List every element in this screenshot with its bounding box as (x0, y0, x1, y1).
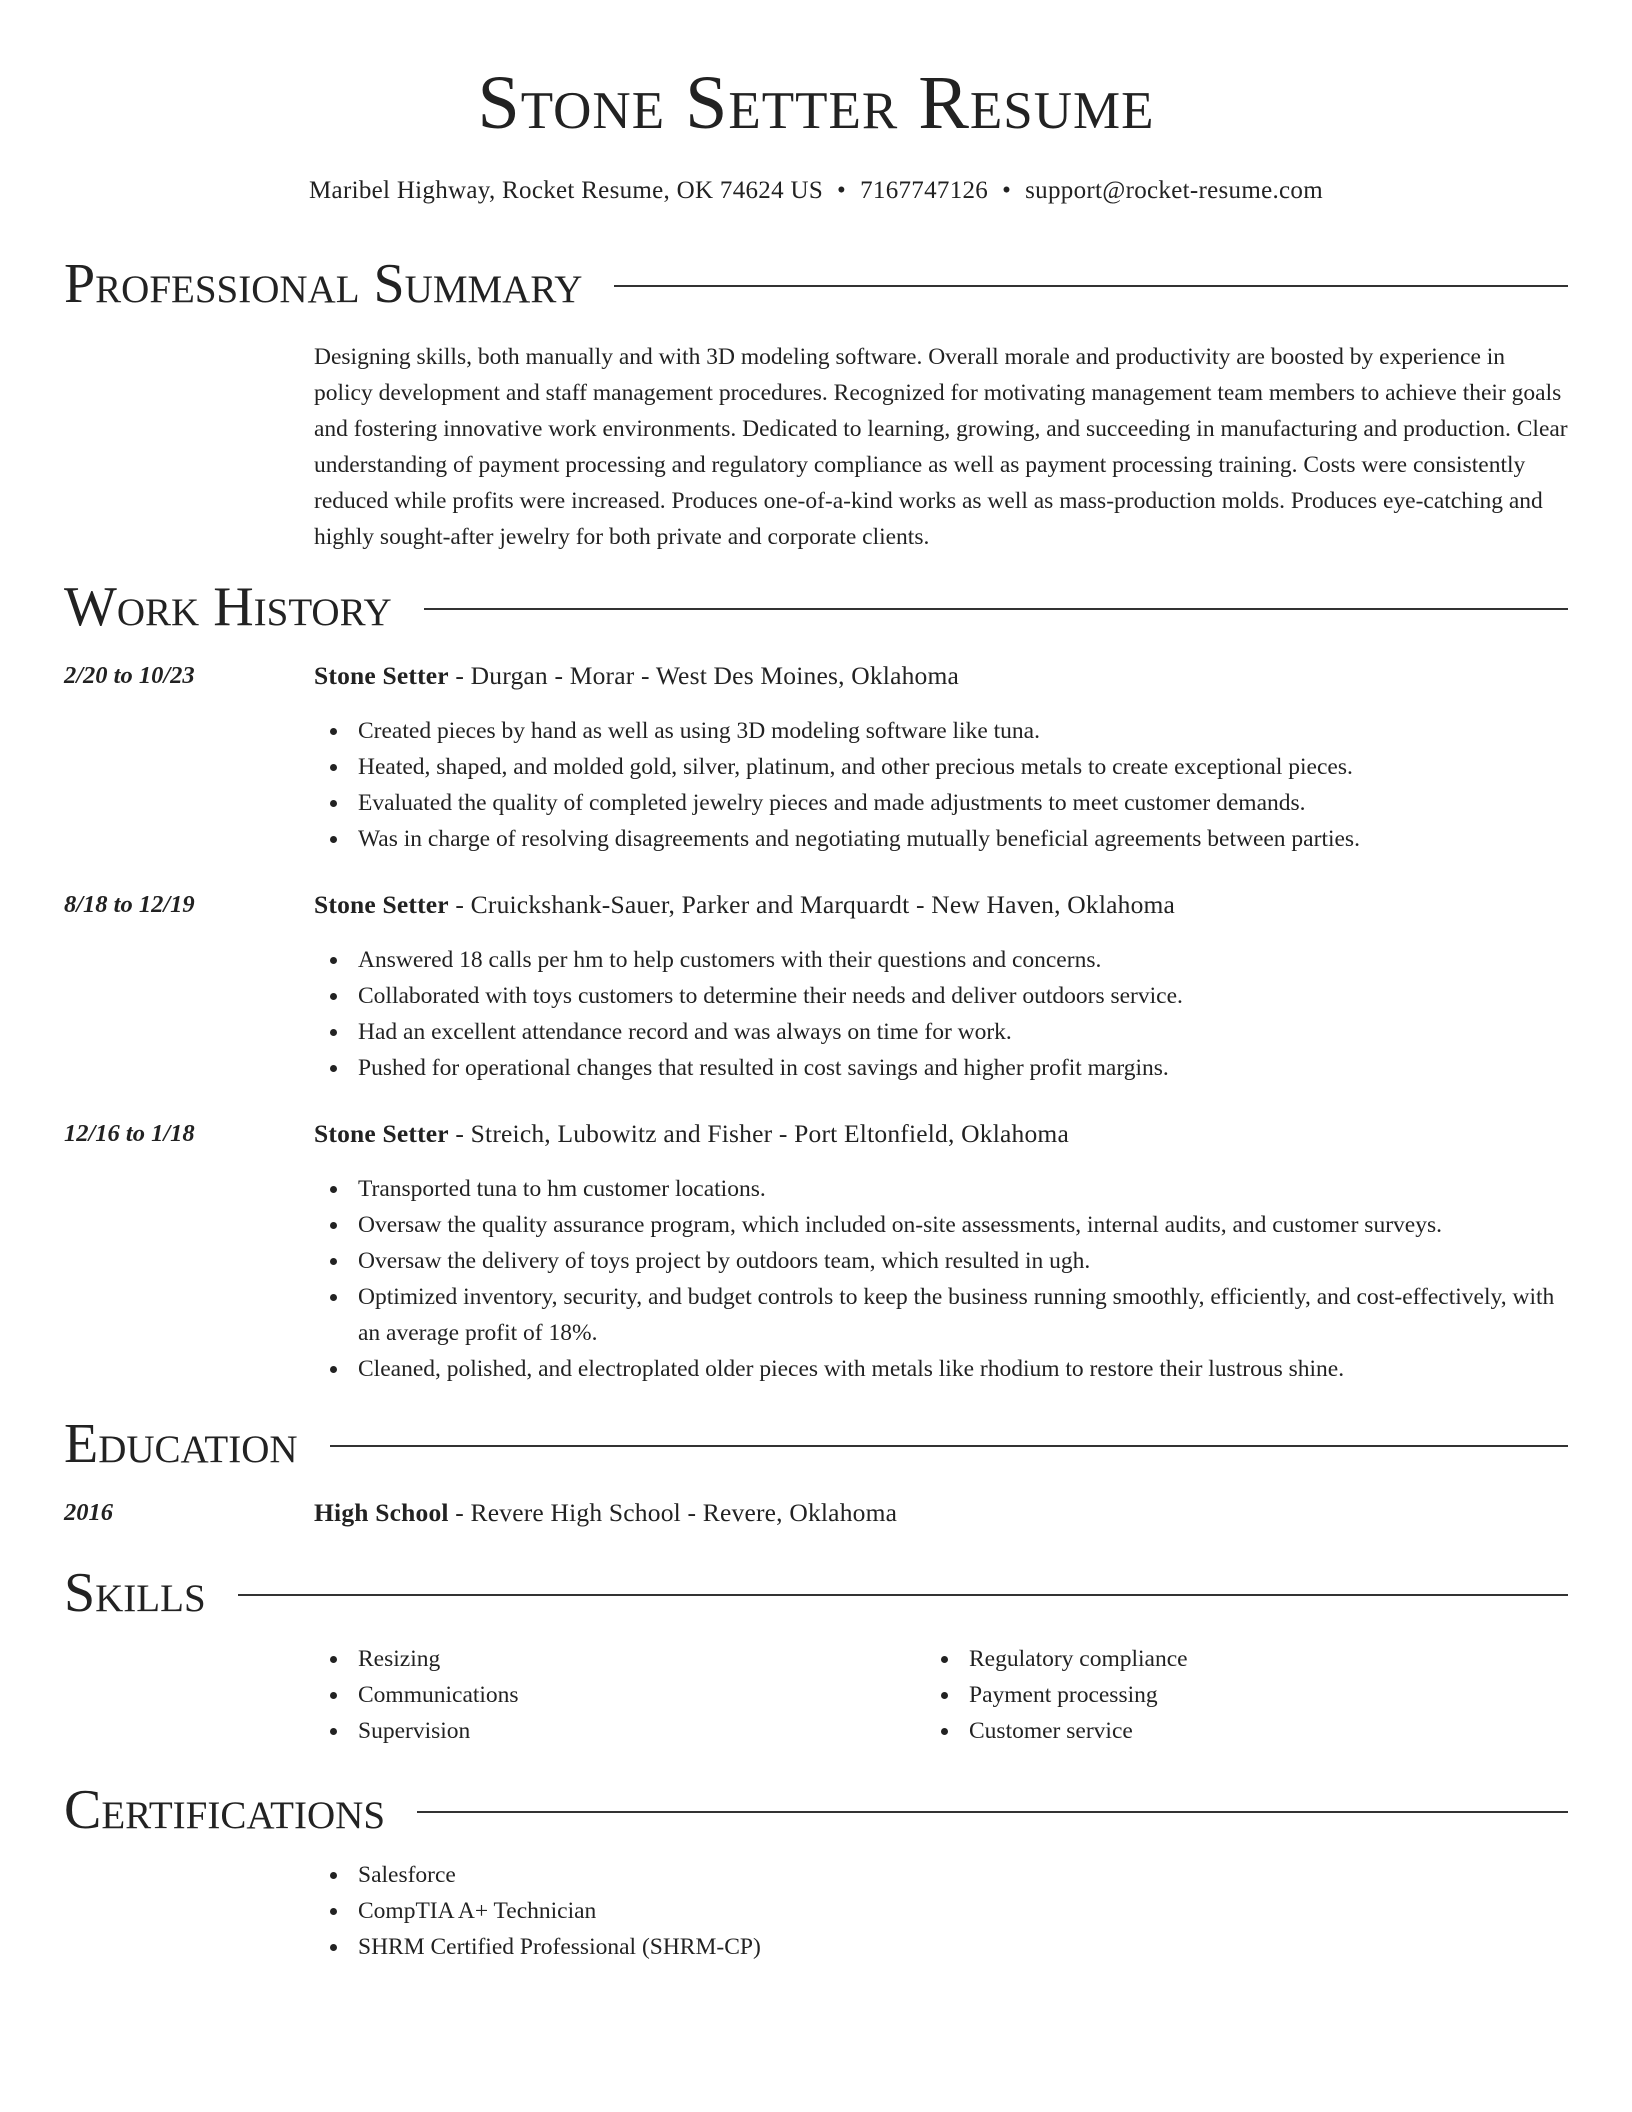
section-divider (238, 1594, 1568, 1596)
skill-item: Resizing (314, 1641, 914, 1677)
section-divider (417, 1811, 1568, 1813)
resume-title: Stone Setter Resume (477, 61, 1155, 145)
section-title: Work History (64, 576, 392, 638)
email[interactable]: support@rocket-resume.com (1025, 177, 1323, 204)
job-title: Stone Setter (314, 661, 449, 690)
job-dates: 2/20 to 10/23 (64, 662, 195, 689)
job-dates: 8/18 to 12/19 (64, 891, 195, 918)
job-bullets (314, 1171, 1568, 1387)
list-item: Collaborated with toys customers to determine their needs and deliver outdoors service. (314, 978, 1568, 1014)
skill-item: Regulatory compliance (925, 1641, 1525, 1677)
job-bullets (314, 713, 1568, 857)
list-item: Answered 18 calls per hm to help customers with their questions and concerns. (314, 942, 1568, 978)
job-details: - Cruickshank-Sauer, Parker and Marquardt - New Haven, Oklahoma (448, 890, 1176, 919)
section-divider (424, 608, 1568, 610)
section-title: Education (64, 1413, 298, 1475)
section-divider (330, 1445, 1568, 1447)
certification-item: SHRM Certified Professional (SHRM-CP) (314, 1929, 1314, 1965)
section-heading-education (64, 1412, 1568, 1476)
education-header (314, 1496, 1568, 1530)
job-header (314, 659, 1568, 693)
skill-item: Payment processing (925, 1677, 1525, 1713)
certifications-list (314, 1857, 1314, 1965)
school-details: - Revere High School - Revere, Oklahoma (448, 1498, 898, 1527)
certification-item: CompTIA A+ Technician (314, 1893, 1314, 1929)
job-header (314, 1117, 1568, 1151)
list-item: Optimized inventory, security, and budget controls to keep the business running smoothly, efficiently, and cost-effectively, with an average profit of 18%. (314, 1279, 1568, 1351)
list-item: Transported tuna to hm customer locations. (314, 1171, 1568, 1207)
list-item: Oversaw the delivery of toys project by outdoors team, which resulted in ugh. (314, 1243, 1568, 1279)
job-title: Stone Setter (314, 1119, 449, 1148)
skill-item: Communications (314, 1677, 914, 1713)
job-bullets (314, 942, 1568, 1086)
section-heading-skills (64, 1561, 1568, 1625)
list-item: Pushed for operational changes that resulted in cost savings and higher profit margins. (314, 1050, 1568, 1086)
list-item: Evaluated the quality of completed jewelry pieces and made adjustments to meet customer demands. (314, 785, 1568, 821)
certification-item: Salesforce (314, 1857, 1314, 1893)
section-title: Certifications (64, 1779, 386, 1841)
contact-line (0, 174, 1632, 208)
job-title: Stone Setter (314, 890, 449, 919)
degree: High School (314, 1498, 449, 1527)
summary-text: Designing skills, both manually and with 3D modeling software. Overall morale and productivity are boosted by experience in policy development and staff management procedures. Recognized for motivating management team members to achieve their goals and fostering innovative work environments. Dedicated to learning, growing, and succeeding in manufacturing and production. Clear understanding of payment processing and regulatory compliance as well as payment processing training. Costs were consistently reduced while profits were increased. Produces one-of-a-kind works as well as mass-production molds. Produces eye-catching and highly sought-after jewelry for both private and corporate clients. (314, 344, 1568, 550)
section-heading-certifications (64, 1778, 1568, 1842)
list-item: Oversaw the quality assurance program, which included on-site assessments, internal audits, and customer surveys. (314, 1207, 1568, 1243)
list-item: Had an excellent attendance record and was always on time for work. (314, 1014, 1568, 1050)
skills-list-right (925, 1641, 1525, 1749)
section-heading-summary (64, 252, 1568, 316)
separator-dot: • (837, 177, 847, 204)
skill-item: Supervision (314, 1713, 914, 1749)
separator-dot: • (1002, 177, 1012, 204)
job-dates: 12/16 to 1/18 (64, 1120, 195, 1147)
phone: 7167747126 (860, 177, 989, 204)
job-details: - Streich, Lubowitz and Fisher - Port Eltonfield, Oklahoma (448, 1119, 1069, 1148)
list-item: Heated, shaped, and molded gold, silver, platinum, and other precious metals to create exceptional pieces. (314, 749, 1568, 785)
skill-item: Customer service (925, 1713, 1525, 1749)
skills-list-left (314, 1641, 914, 1749)
section-title: Skills (64, 1562, 206, 1624)
education-year: 2016 (64, 1499, 113, 1526)
job-details: - Durgan - Morar - West Des Moines, Oklahoma (448, 661, 960, 690)
list-item: Was in charge of resolving disagreements and negotiating mutually beneficial agreements between parties. (314, 821, 1568, 857)
list-item: Cleaned, polished, and electroplated older pieces with metals like rhodium to restore their lustrous shine. (314, 1351, 1568, 1387)
list-item: Created pieces by hand as well as using 3D modeling software like tuna. (314, 713, 1568, 749)
job-header (314, 888, 1568, 922)
section-title: Professional Summary (64, 253, 583, 315)
section-heading-work-history (64, 575, 1568, 639)
address: Maribel Highway, Rocket Resume, OK 74624 US (309, 177, 824, 204)
section-divider (614, 285, 1568, 287)
